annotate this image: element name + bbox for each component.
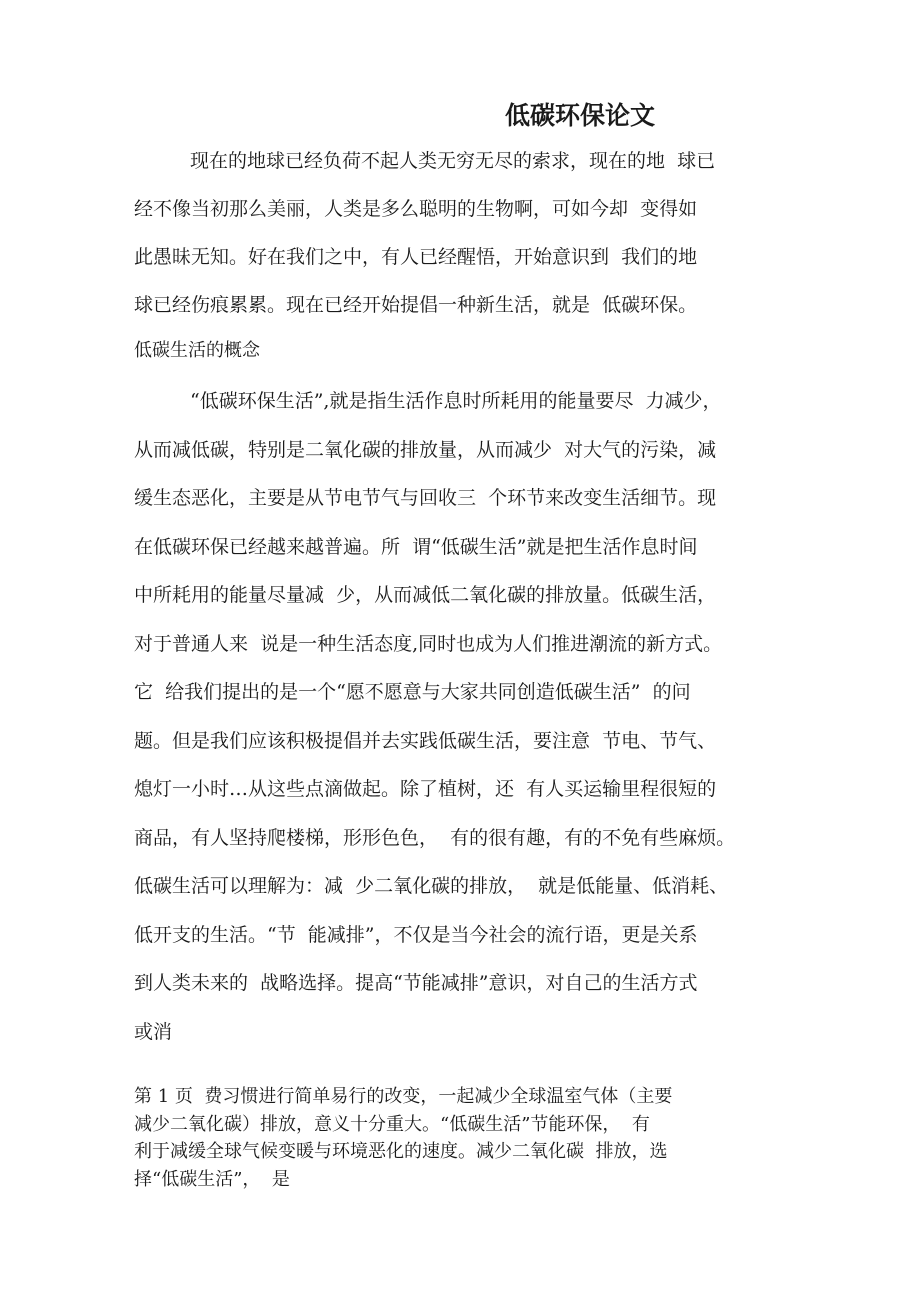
text-line: 中所耗用的能量尽量减 少，从而减低二氧化碳的排放量。低碳生活，: [134, 584, 717, 606]
text-line: 对于普通人来 说是一种生活态度,同时也成为人们推进潮流的新方式。: [134, 633, 723, 655]
document-title: 低碳环保论文: [505, 101, 656, 130]
text-line: 此愚昧无知。好在我们之中，有人已经醒悟，开始意识到 我们的地: [134, 246, 698, 268]
text-line: 择“低碳生活”， 是: [134, 1169, 290, 1190]
text-line: 缓生态恶化，主要是从节电节气与回收三 个环节来改变生活细节。现: [134, 487, 717, 509]
text-line: 或消: [134, 1021, 173, 1043]
text-line: 现在的地球已经负荷不起人类无穷无尽的索求，现在的地 球已: [190, 150, 716, 172]
text-line: 球已经伤痕累累。现在已经开始提倡一种新生活，就是 低碳环保。: [134, 294, 698, 316]
text-line: 减少二氧化碳）排放，意义十分重大。“低碳生活”节能环保， 有: [134, 1114, 650, 1135]
text-line: 商品，有人坚持爬楼梯，形形色色， 有的很有趣，有的不免有些麻烦。: [134, 827, 736, 849]
text-line: 利于减缓全球气候变暖与环境恶化的速度。减少二氧化碳 排放，选: [134, 1141, 668, 1162]
text-line: 第 1 页 费习惯进行简单易行的改变，一起减少全球温室气体（主要: [134, 1086, 673, 1107]
text-line: 从而减低碳，特别是二氧化碳的排放量，从而减少 对大气的污染，减: [134, 439, 717, 461]
section-heading: 低碳生活的概念: [134, 340, 260, 361]
text-line: 熄灯一小时…从这些点滴做起。除了植树，还 有人买运输里程很短的: [134, 778, 717, 800]
text-line: 在低碳环保已经越来越普遍。所 谓“低碳生活”就是把生活作息时间: [134, 536, 698, 558]
text-line: 题。但是我们应该积极提倡并去实践低碳生活，要注意 节电、节气、: [134, 730, 717, 752]
text-line: 经不像当初那么美丽，人类是多么聪明的生物啊，可如今却 变得如: [134, 198, 698, 220]
text-line: 低碳生活可以理解为：减 少二氧化碳的排放， 就是低能量、低消耗、: [134, 875, 729, 897]
text-line: 到人类未来的 战略选择。提高“节能减排”意识，对自己的生活方式: [134, 972, 698, 994]
text-line: 它 给我们提出的是一个“愿不愿意与大家共同创造低碳生活” 的问: [134, 681, 691, 703]
text-line: 低开支的生活。“节 能减排”，不仅是当今社会的流行语，更是关系: [134, 924, 698, 946]
text-line: “低碳环保生活”,就是指生活作息时所耗用的能量要尽 力减少，: [190, 390, 722, 412]
